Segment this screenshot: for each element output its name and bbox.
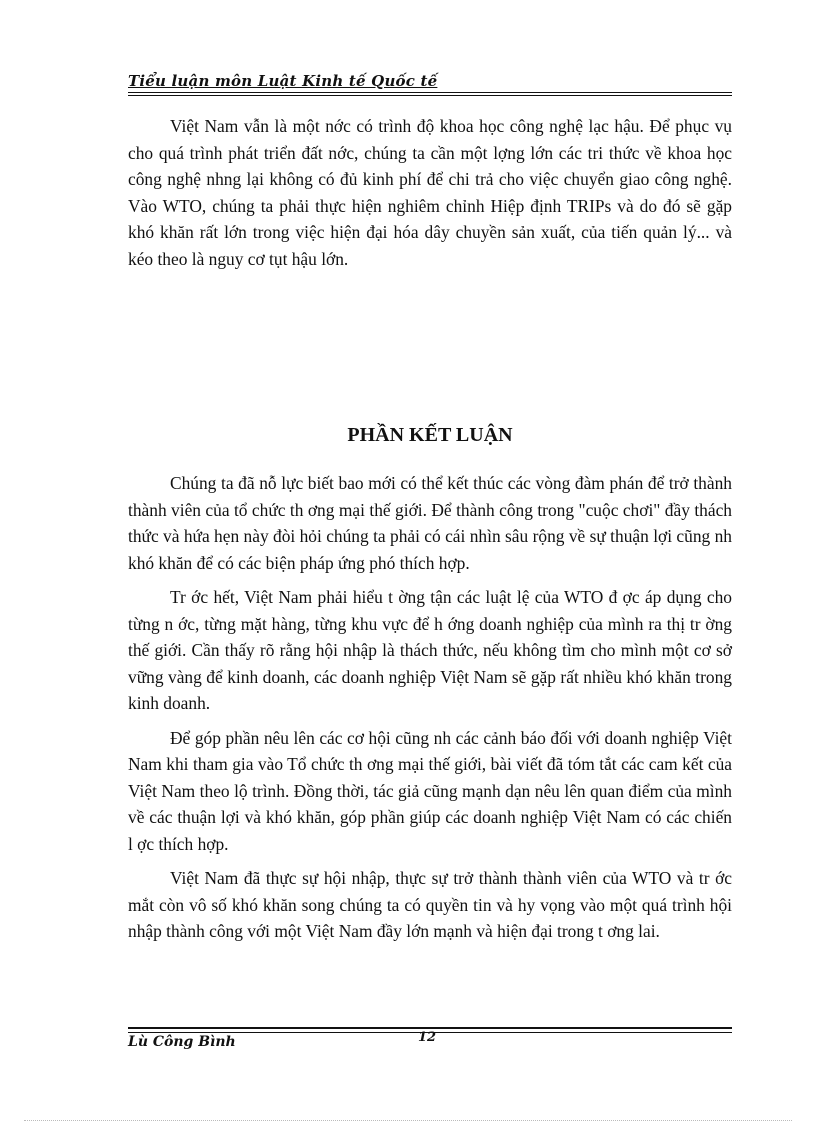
conclusion-paragraph-3: Để góp phần nêu lên các cơ hội cũng nh các cảnh báo đối với doanh nghiệp Việt Nam khi tham gia vào Tổ chức th ơng mại thế giới, bài viết đã tóm tắt các cam kết của Việt Nam theo lộ trình. Đồng thời, tác giả cũng mạnh dạn nêu lên quan điểm của mình về các thuận lợi và khó khăn, góp phần giúp các doanh nghiệp Việt Nam có các chiến l ợc thích hợp. (128, 727, 732, 854)
header-rule-secondary (128, 95, 732, 96)
conclusion-text-block (128, 470, 732, 953)
intro-paragraph: Việt Nam vẫn là một nớc có trình độ khoa học công nghệ lạc hậu. Để phục vụ cho quá trình phát triển đất nớc, chúng ta cần một lợng lớn các tri thức về khoa học công nghệ nhng lại không có đủ kinh phí để chi trả cho việc chuyển giao công nghệ. Vào WTO, chúng ta phải thực hiện nghiêm chỉnh Hiệp định TRIPs và do đó sẽ gặp khó khăn rất lớn trong việc hiện đại hóa dây chuyền sản xuất, của tiến quản lý... và kéo theo là nguy cơ tụt hậu lớn. (128, 116, 732, 269)
footer-rule (128, 1027, 732, 1029)
conclusion-paragraph-2: Tr ớc hết, Việt Nam phải hiểu t ờng tận các luật lệ của WTO đ ợc áp dụng cho từng n ớc, từng mặt hàng, từng khu vực để h ớng doanh nghiệp của mình ra thị tr ờng thế giới. Cần thấy rõ rằng hội nhập là thách thức, nếu không tìm cho mình một cơ sở vững vàng để kinh doanh, các doanh nghiệp Việt Nam sẽ gặp rất nhiều khó khăn trong kinh doanh. (128, 587, 732, 713)
footer-author: Lù Công Bình (128, 1034, 236, 1050)
intro-text-block (128, 113, 732, 272)
page-number: 12 (418, 1030, 437, 1045)
running-header-title: Tiểu luận môn Luật Kinh tế Quốc tế (128, 72, 438, 90)
conclusion-paragraph-1: Chúng ta đã nỗ lực biết bao mới có thể kết thúc các vòng đàm phán để trở thành thành viên của tổ chức th ơng mại thế giới. Để thành công trong "cuộc chơi" đầy thách thức và hứa hẹn này đòi hỏi chúng ta phải có cái nhìn sâu rộng về sự thuận lợi cũng nh khó khăn để có các biện pháp ứng phó thích hợp. (128, 473, 732, 573)
header-rule (128, 92, 732, 93)
section-heading: PHẦN KẾT LUẬN (347, 424, 513, 446)
page-bottom-divider (24, 1120, 792, 1121)
conclusion-paragraph-4: Việt Nam đã thực sự hội nhập, thực sự trở thành thành viên của WTO và tr ớc mắt còn vô số khó khăn song chúng ta có quyền tin và hy vọng vào một quá trình hội nhập thành công với một Việt Nam đầy lớn mạnh và hiện đại trong t ơng lai. (128, 868, 732, 941)
